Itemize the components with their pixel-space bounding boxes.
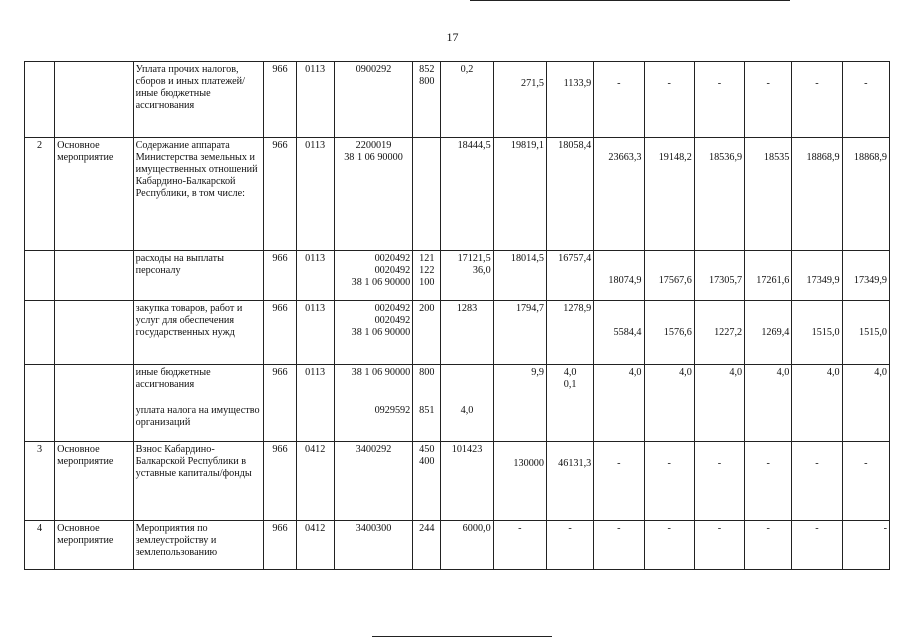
value-6: -	[694, 521, 744, 570]
row-type	[55, 301, 133, 365]
value-6: 17305,7	[694, 251, 744, 301]
table-row	[25, 365, 890, 442]
value-1: 101423	[441, 442, 493, 521]
row-grbs: 966	[264, 62, 296, 138]
value-6: 18536,9	[694, 138, 744, 251]
value-9: 1515,0	[842, 301, 889, 365]
row-grbs: 966	[264, 138, 296, 251]
csr-code: 38 1 06 90000	[344, 152, 403, 163]
value-7: -	[745, 521, 792, 570]
row-grbs: 966	[264, 251, 296, 301]
value-5: 19148,2	[644, 138, 694, 251]
row-name: Уплата прочих налогов, сборов и иных платежей/иные бюджетные ассигнования	[133, 62, 264, 138]
value-line	[443, 367, 490, 379]
value-line: 4,0	[563, 367, 577, 378]
value-9: -	[842, 442, 889, 521]
value-2: 9,9	[493, 365, 546, 442]
value-line: 4,0	[460, 405, 474, 416]
value-1: 1283	[441, 301, 493, 365]
row-type: Основное мероприятие	[55, 442, 133, 521]
row-csr	[334, 62, 412, 138]
vr-code: 122	[419, 265, 435, 276]
row-rzpr: 0113	[296, 301, 334, 365]
value-8: 1515,0	[792, 301, 842, 365]
budget-table	[24, 61, 890, 570]
table-row	[25, 138, 890, 251]
csr-code: 0020492	[374, 265, 411, 276]
row-rzpr: 0113	[296, 62, 334, 138]
value-3: -	[546, 521, 593, 570]
row-type	[55, 251, 133, 301]
value-7: 4,0	[745, 365, 792, 442]
value-4: -	[594, 521, 644, 570]
value-8: -	[792, 442, 842, 521]
row-csr	[334, 521, 412, 570]
row-type: Основное мероприятие	[55, 138, 133, 251]
row-rzpr: 0412	[296, 442, 334, 521]
value-9: -	[842, 521, 889, 570]
vr-code: 200	[419, 303, 435, 314]
scan-line-top	[470, 0, 790, 1]
csr-code: 2200019	[355, 140, 392, 151]
value-5: -	[644, 62, 694, 138]
value-4: 4,0	[594, 365, 644, 442]
value-7: 18535	[745, 138, 792, 251]
row-type	[55, 62, 133, 138]
value-8: 17349,9	[792, 251, 842, 301]
vr-code: 244	[419, 523, 435, 534]
vr-code: 852	[419, 64, 435, 75]
row-name-line: иные бюджетные ассигнования	[135, 367, 211, 390]
table-row	[25, 521, 890, 570]
csr-code: 0929592	[374, 405, 411, 416]
row-vr	[413, 301, 441, 365]
value-2: 18014,5	[493, 251, 546, 301]
value-3: 18058,4	[546, 138, 593, 251]
vr-code: 450	[419, 444, 435, 455]
vr-code: 800	[419, 367, 435, 378]
row-csr	[334, 442, 412, 521]
csr-code: 0020492	[374, 303, 411, 314]
value-4: 23663,3	[594, 138, 644, 251]
value-2: 130000	[493, 442, 546, 521]
row-csr	[334, 251, 412, 301]
csr-code: 3400300	[355, 523, 392, 534]
value-1: 6000,0	[441, 521, 493, 570]
row-type	[55, 365, 133, 442]
value-2: 271,5	[493, 62, 546, 138]
page-number: 17	[446, 30, 459, 44]
value-1	[441, 365, 493, 442]
csr-code: 3400292	[355, 444, 392, 455]
row-grbs: 966	[264, 521, 296, 570]
value-8: 18868,9	[792, 138, 842, 251]
value-7: 1269,4	[745, 301, 792, 365]
row-name	[133, 365, 264, 442]
value-3: 46131,3	[546, 442, 593, 521]
value-9: 17349,9	[842, 251, 889, 301]
row-num: 3	[25, 442, 55, 521]
csr-code: 0020492	[374, 253, 411, 264]
row-name: закупка товаров, работ и услуг для обеспечения государственных нужд	[133, 301, 264, 365]
table-row	[25, 442, 890, 521]
row-grbs: 966	[264, 365, 296, 442]
row-num: 4	[25, 521, 55, 570]
value-1: 0,2	[441, 62, 493, 138]
value-9: 4,0	[842, 365, 889, 442]
value-5: -	[644, 442, 694, 521]
row-num	[25, 62, 55, 138]
row-vr	[413, 365, 441, 442]
vr-code: 100	[419, 277, 435, 288]
csr-code: 0020492	[374, 315, 411, 326]
csr-code: 38 1 06 90000	[351, 277, 411, 288]
row-rzpr: 0412	[296, 521, 334, 570]
row-num: 2	[25, 138, 55, 251]
value-8: 4,0	[792, 365, 842, 442]
vr-code: 400	[419, 456, 435, 467]
row-name: расходы на выплаты персоналу	[133, 251, 264, 301]
value-2: 1794,7	[493, 301, 546, 365]
row-csr	[334, 365, 412, 442]
value-8: -	[792, 62, 842, 138]
value-7: -	[745, 442, 792, 521]
value-1: 17121,5 36,0	[441, 251, 493, 301]
value-3: 1133,9	[546, 62, 593, 138]
vr-code: 851	[419, 405, 435, 416]
row-csr	[334, 138, 412, 251]
value-line: 0,1	[563, 379, 577, 390]
value-1: 18444,5	[441, 138, 493, 251]
row-vr	[413, 251, 441, 301]
value-5: 1576,6	[644, 301, 694, 365]
row-num	[25, 365, 55, 442]
row-csr	[334, 301, 412, 365]
value-4: 18074,9	[594, 251, 644, 301]
vr-code: 121	[419, 253, 435, 264]
csr-code: 38 1 06 90000	[351, 367, 411, 378]
value-6: -	[694, 442, 744, 521]
value-2: -	[493, 521, 546, 570]
row-grbs: 966	[264, 442, 296, 521]
row-name-line: уплата налога на имущество организаций	[135, 405, 260, 428]
value-4: -	[594, 62, 644, 138]
value-2: 19819,1	[493, 138, 546, 251]
scan-line-bottom	[372, 636, 552, 637]
row-name: Взнос Кабардино-Балкарской Республики в уставные капиталы/фонды	[133, 442, 264, 521]
table-row	[25, 251, 890, 301]
value-5: 17567,6	[644, 251, 694, 301]
csr-code: 38 1 06 90000	[351, 327, 411, 338]
value-8: -	[792, 521, 842, 570]
value-5: -	[644, 521, 694, 570]
row-rzpr: 0113	[296, 365, 334, 442]
row-grbs: 966	[264, 301, 296, 365]
vr-code: 800	[419, 76, 435, 87]
value-3	[546, 365, 593, 442]
value-5: 4,0	[644, 365, 694, 442]
value-6: 1227,2	[694, 301, 744, 365]
row-rzpr: 0113	[296, 251, 334, 301]
csr-code: 0900292	[355, 64, 392, 75]
value-9: 18868,9	[842, 138, 889, 251]
row-vr	[413, 62, 441, 138]
value-3: 1278,9	[546, 301, 593, 365]
row-vr	[413, 138, 441, 251]
value-7: -	[745, 62, 792, 138]
value-9: -	[842, 62, 889, 138]
value-6: -	[694, 62, 744, 138]
value-4: -	[594, 442, 644, 521]
row-num	[25, 251, 55, 301]
row-vr	[413, 442, 441, 521]
row-vr	[413, 521, 441, 570]
value-7: 17261,6	[745, 251, 792, 301]
table-row	[25, 301, 890, 365]
row-name: Мероприятия по землеустройству и землепользованию	[133, 521, 264, 570]
value-3: 16757,4	[546, 251, 593, 301]
value-6: 4,0	[694, 365, 744, 442]
row-num	[25, 301, 55, 365]
row-type: Основное мероприятие	[55, 521, 133, 570]
table-row	[25, 62, 890, 138]
row-name: Содержание аппарата Министерства земельных и имущественных отношений Кабардино-Балкарской Республики, в том числе:	[133, 138, 264, 251]
row-rzpr: 0113	[296, 138, 334, 251]
value-4: 5584,4	[594, 301, 644, 365]
